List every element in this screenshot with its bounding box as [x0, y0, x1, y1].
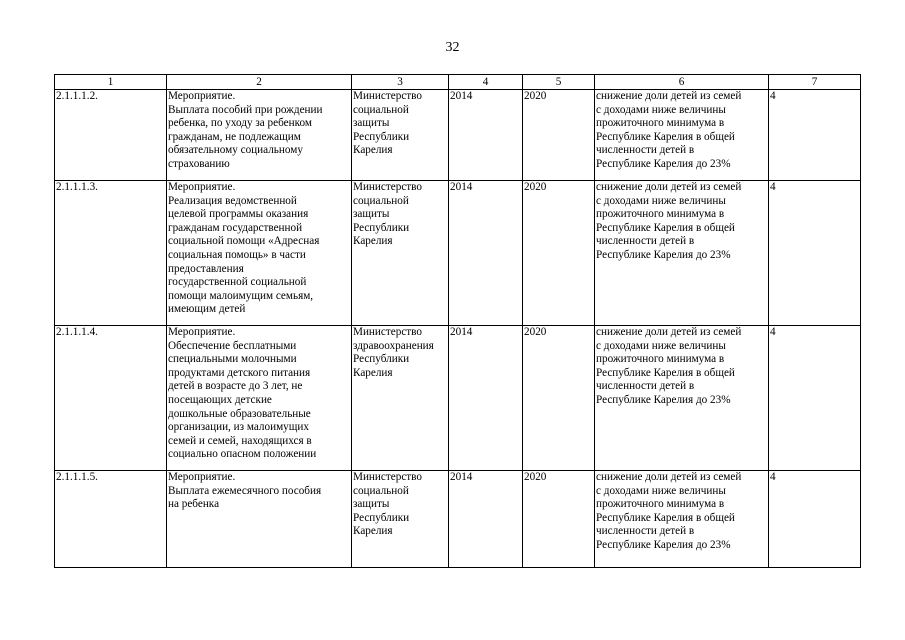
header-col-5: 5: [523, 75, 595, 90]
indicator-line: Республике Карелия в общей: [596, 366, 735, 379]
executor-line: Министерство: [353, 326, 422, 338]
indicator-line: Республике Карелия в общей: [596, 221, 735, 234]
event-line: Реализация ведомственной: [168, 194, 297, 207]
executor-line: защиты: [353, 117, 390, 130]
indicator-line: снижение доли детей из семей: [596, 471, 742, 483]
indicator-line: прожиточного минимума в: [596, 208, 725, 221]
event-line: государственной социальной: [168, 276, 307, 289]
executor-line: Карелия: [353, 144, 393, 157]
indicator-line: снижение доли детей из семей: [596, 181, 742, 193]
executor-line: защиты: [353, 208, 390, 221]
event-line: гражданам, не подлежащим: [168, 130, 301, 143]
event-line: посещающих детские: [168, 393, 272, 406]
indicator-line: численности детей в: [596, 235, 695, 248]
header-col-7: 7: [769, 75, 861, 90]
end-year: 2020: [523, 471, 595, 568]
event-line: помощи малоимущим семьям,: [168, 289, 314, 302]
header-col-3: 3: [352, 75, 449, 90]
event-line: Обеспечение бесплатными: [168, 339, 297, 352]
executor-line: социальной: [353, 103, 409, 116]
executor: [352, 90, 449, 181]
event-line: социально опасном положении: [168, 448, 317, 461]
program-table: [54, 74, 861, 568]
indicator-line: численности детей в: [596, 144, 695, 157]
row-code: 2.1.1.1.2.: [55, 90, 167, 181]
indicator: [595, 90, 769, 181]
event-description: [167, 471, 352, 568]
event-line: организации, из малоимущих: [168, 421, 309, 434]
event-line: гражданам государственной: [168, 221, 303, 234]
indicator-line: прожиточного минимума в: [596, 353, 725, 366]
executor-line: социальной: [353, 484, 409, 497]
executor-line: Министерство: [353, 90, 422, 102]
indicator-line: с доходами ниже величины: [596, 194, 726, 207]
indicator-line: снижение доли детей из семей: [596, 326, 742, 338]
indicator: [595, 181, 769, 326]
indicator-line: Республике Карелия до 23%: [596, 248, 731, 261]
executor-line: социальной: [353, 194, 409, 207]
table-row: [55, 326, 861, 471]
indicator-line: Республике Карелия в общей: [596, 130, 735, 143]
event-line: продуктами детского питания: [168, 366, 311, 379]
header-col-2: 2: [167, 75, 352, 90]
indicator-line: численности детей в: [596, 380, 695, 393]
executor-line: здравоохранения: [353, 339, 434, 352]
indicator-line: снижение доли детей из семей: [596, 90, 742, 102]
indicator-line: прожиточного минимума в: [596, 498, 725, 511]
event-line: Мероприятие.: [168, 90, 236, 102]
indicator: [595, 326, 769, 471]
event-line: Мероприятие.: [168, 471, 236, 483]
indicator-line: с доходами ниже величины: [596, 339, 726, 352]
event-line: специальными молочными: [168, 353, 297, 366]
executor-line: Республики: [353, 353, 410, 366]
end-year: 2020: [523, 181, 595, 326]
row-code: 2.1.1.1.5.: [55, 471, 167, 568]
start-year: 2014: [449, 326, 523, 471]
indicator-line: прожиточного минимума в: [596, 117, 725, 130]
event-line: ребенка, по уходу за ребенком: [168, 117, 312, 130]
end-year: 2020: [523, 90, 595, 181]
event-line: дошкольные образовательные: [168, 407, 311, 420]
header-row: [55, 75, 861, 90]
indicator-line: с доходами ниже величины: [596, 103, 726, 116]
col7-value: 4: [769, 90, 861, 181]
executor-line: Министерство: [353, 471, 422, 483]
event-line: целевой программы оказания: [168, 208, 309, 221]
start-year: 2014: [449, 181, 523, 326]
executor-line: Республики: [353, 130, 410, 143]
event-description: [167, 181, 352, 326]
row-code: 2.1.1.1.3.: [55, 181, 167, 326]
executor-line: защиты: [353, 498, 390, 511]
event-line: социальной помощи «Адресная: [168, 235, 320, 248]
executor: [352, 181, 449, 326]
executor-line: Республики: [353, 221, 410, 234]
start-year: 2014: [449, 90, 523, 181]
event-description: [167, 90, 352, 181]
event-line: социальная помощь» в части: [168, 248, 306, 261]
executor-line: Карелия: [353, 235, 393, 248]
event-line: Мероприятие.: [168, 181, 236, 193]
indicator-line: с доходами ниже величины: [596, 484, 726, 497]
table-row: [55, 471, 861, 568]
event-line: имеющим детей: [168, 303, 246, 316]
event-line: семей и семей, находящихся в: [168, 434, 312, 447]
executor-line: Карелия: [353, 525, 393, 538]
indicator-line: численности детей в: [596, 525, 695, 538]
event-line: страхованию: [168, 157, 230, 170]
event-line: обязательному социальному: [168, 144, 303, 157]
header-col-6: 6: [595, 75, 769, 90]
indicator: [595, 471, 769, 568]
executor-line: Карелия: [353, 366, 393, 379]
col7-value: 4: [769, 181, 861, 326]
indicator-line: Республике Карелия до 23%: [596, 393, 731, 406]
header-col-1: 1: [55, 75, 167, 90]
event-line: Выплата пособий при рождении: [168, 103, 323, 116]
executor-line: Министерство: [353, 181, 422, 193]
start-year: 2014: [449, 471, 523, 568]
col7-value: 4: [769, 471, 861, 568]
table-row: [55, 90, 861, 181]
event-description: [167, 326, 352, 471]
indicator-line: Республике Карелия в общей: [596, 511, 735, 524]
indicator-line: Республике Карелия до 23%: [596, 538, 731, 551]
col7-value: 4: [769, 326, 861, 471]
header-col-4: 4: [449, 75, 523, 90]
event-line: детей в возрасте до 3 лет, не: [168, 380, 303, 393]
table-row: [55, 181, 861, 326]
end-year: 2020: [523, 326, 595, 471]
event-line: Выплата ежемесячного пособия: [168, 484, 322, 497]
event-line: Мероприятие.: [168, 326, 236, 338]
executor-line: Республики: [353, 511, 410, 524]
executor: [352, 471, 449, 568]
event-line: предоставления: [168, 262, 244, 275]
indicator-line: Республике Карелия до 23%: [596, 157, 731, 170]
executor: [352, 326, 449, 471]
event-line: на ребенка: [168, 498, 220, 511]
row-code: 2.1.1.1.4.: [55, 326, 167, 471]
page-number: 32: [445, 40, 460, 55]
